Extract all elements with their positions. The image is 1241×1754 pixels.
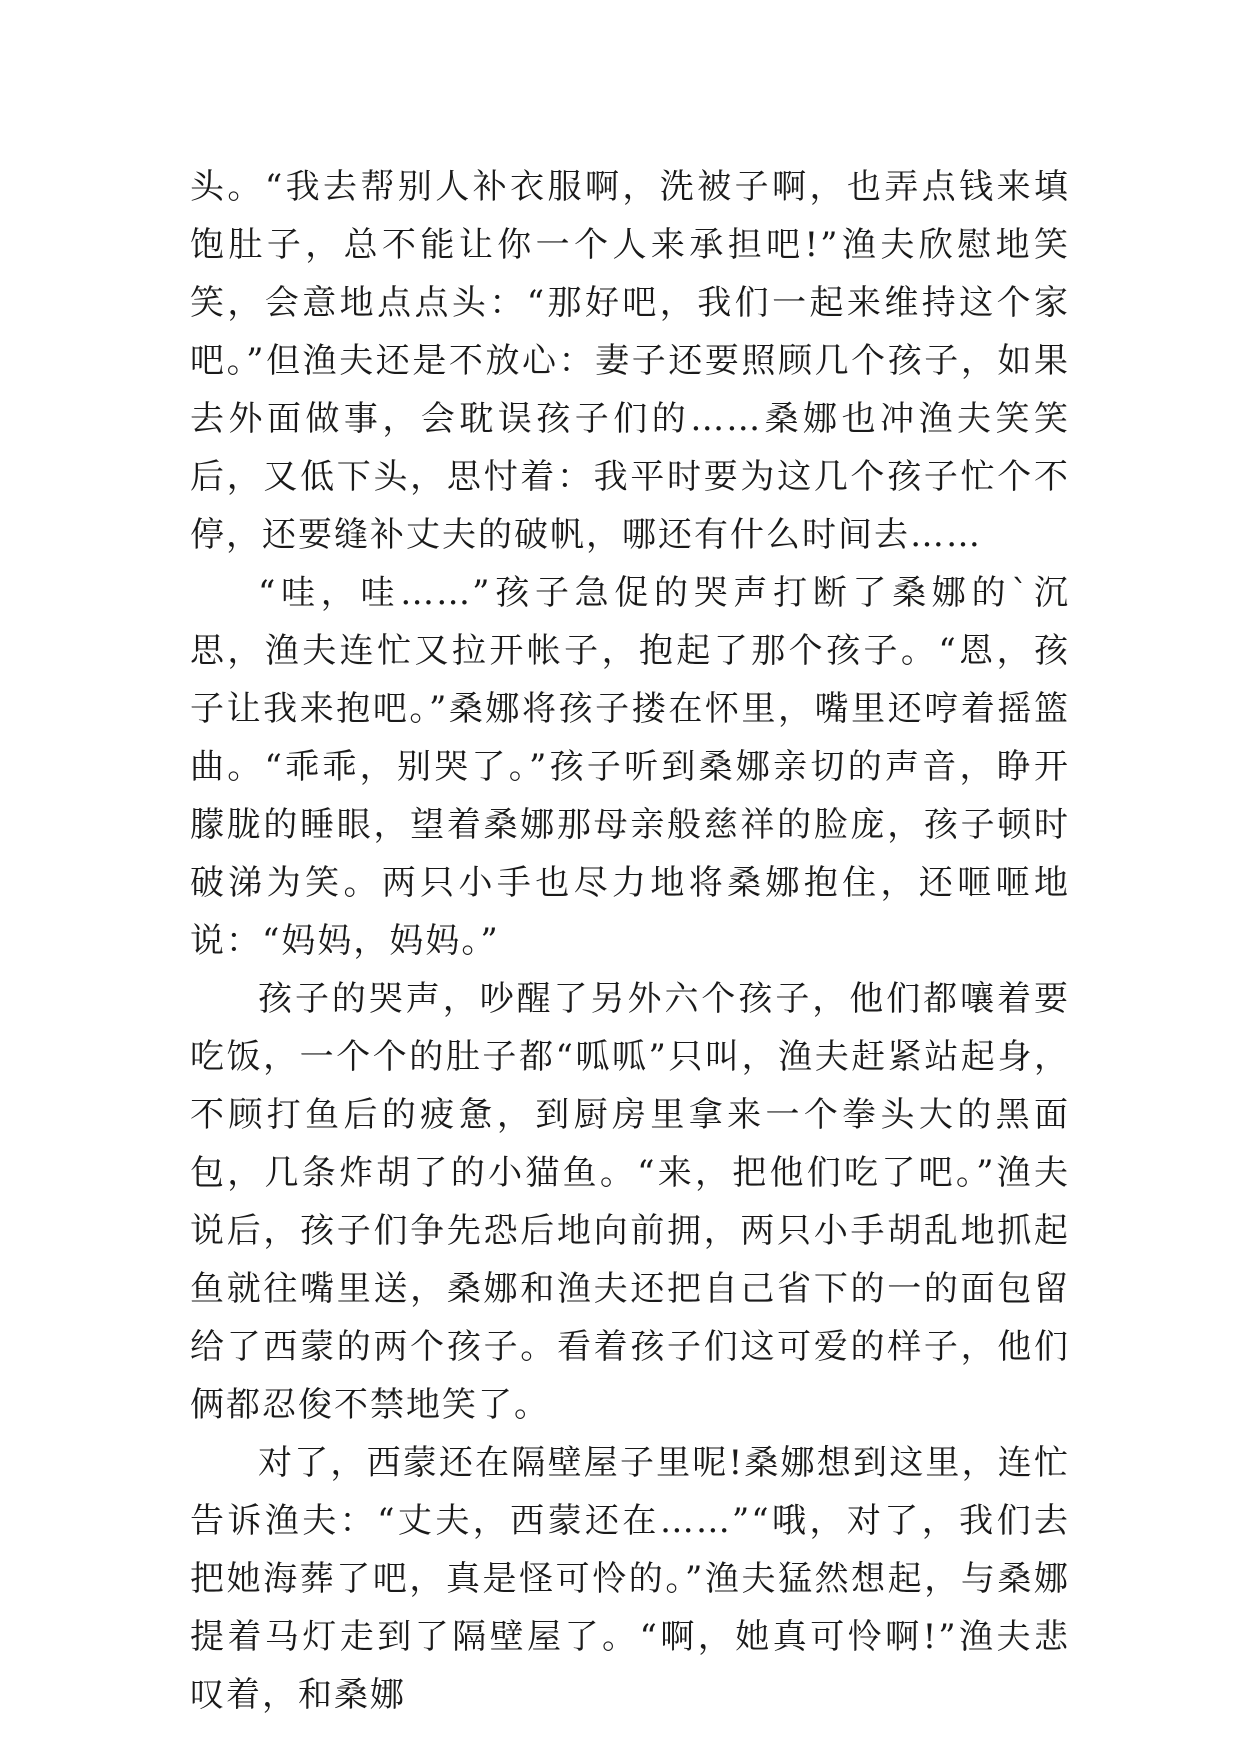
paragraph-4: 对了，西蒙还在隔壁屋子里呢!桑娜想到这里，连忙告诉渔夫：“丈夫，西蒙还在……”“哦，对了，我们去把她海葬了吧，真是怪可怜的。”渔夫猛然想起，与桑娜提着马灯走到了隔壁屋了。“啊，她真可怜啊!”渔夫悲叹着，和桑娜 xyxy=(190,1443,1070,1715)
paragraph-1: 头。“我去帮别人补衣服啊，洗被子啊，也弄点钱来填饱肚子，总不能让你一个人来承担吧!”渔夫欣慰地笑笑，会意地点点头：“那好吧，我们一起来维持这个家吧。”但渔夫还是不放心：妻子还要照顾几个孩子，如果去外面做事，会耽误孩子们的……桑娜也冲渔夫笑笑后，又低下头，思忖着：我平时要为这几个孩子忙个不停，还要缝补丈夫的破帆，哪还有什么时间去…… xyxy=(190,167,1070,555)
document-body xyxy=(190,158,1070,1724)
paragraph-3: 孩子的哭声，吵醒了另外六个孩子，他们都嚷着要吃饭，一个个的肚子都“呱呱”只叫，渔夫赶紧站起身，不顾打鱼后的疲惫，到厨房里拿来一个拳头大的黑面包，几条炸胡了的小猫鱼。“来，把他们吃了吧。”渔夫说后，孩子们争先恐后地向前拥，两只小手胡乱地抓起鱼就往嘴里送，桑娜和渔夫还把自己省下的一的面包留给了西蒙的两个孩子。看着孩子们这可爱的样子，他们俩都忍俊不禁地笑了。 xyxy=(190,979,1070,1425)
paragraph-2: “哇，哇……”孩子急促的哭声打断了桑娜的`沉思，渔夫连忙又拉开帐子，抱起了那个孩子。“恩，孩子让我来抱吧。”桑娜将孩子搂在怀里，嘴里还哼着摇篮曲。“乖乖，别哭了。”孩子听到桑娜亲切的声音，睁开朦胧的睡眼，望着桑娜那母亲般慈祥的脸庞，孩子顿时破涕为笑。两只小手也尽力地将桑娜抱住，还咂咂地说：“妈妈，妈妈。” xyxy=(190,573,1070,961)
